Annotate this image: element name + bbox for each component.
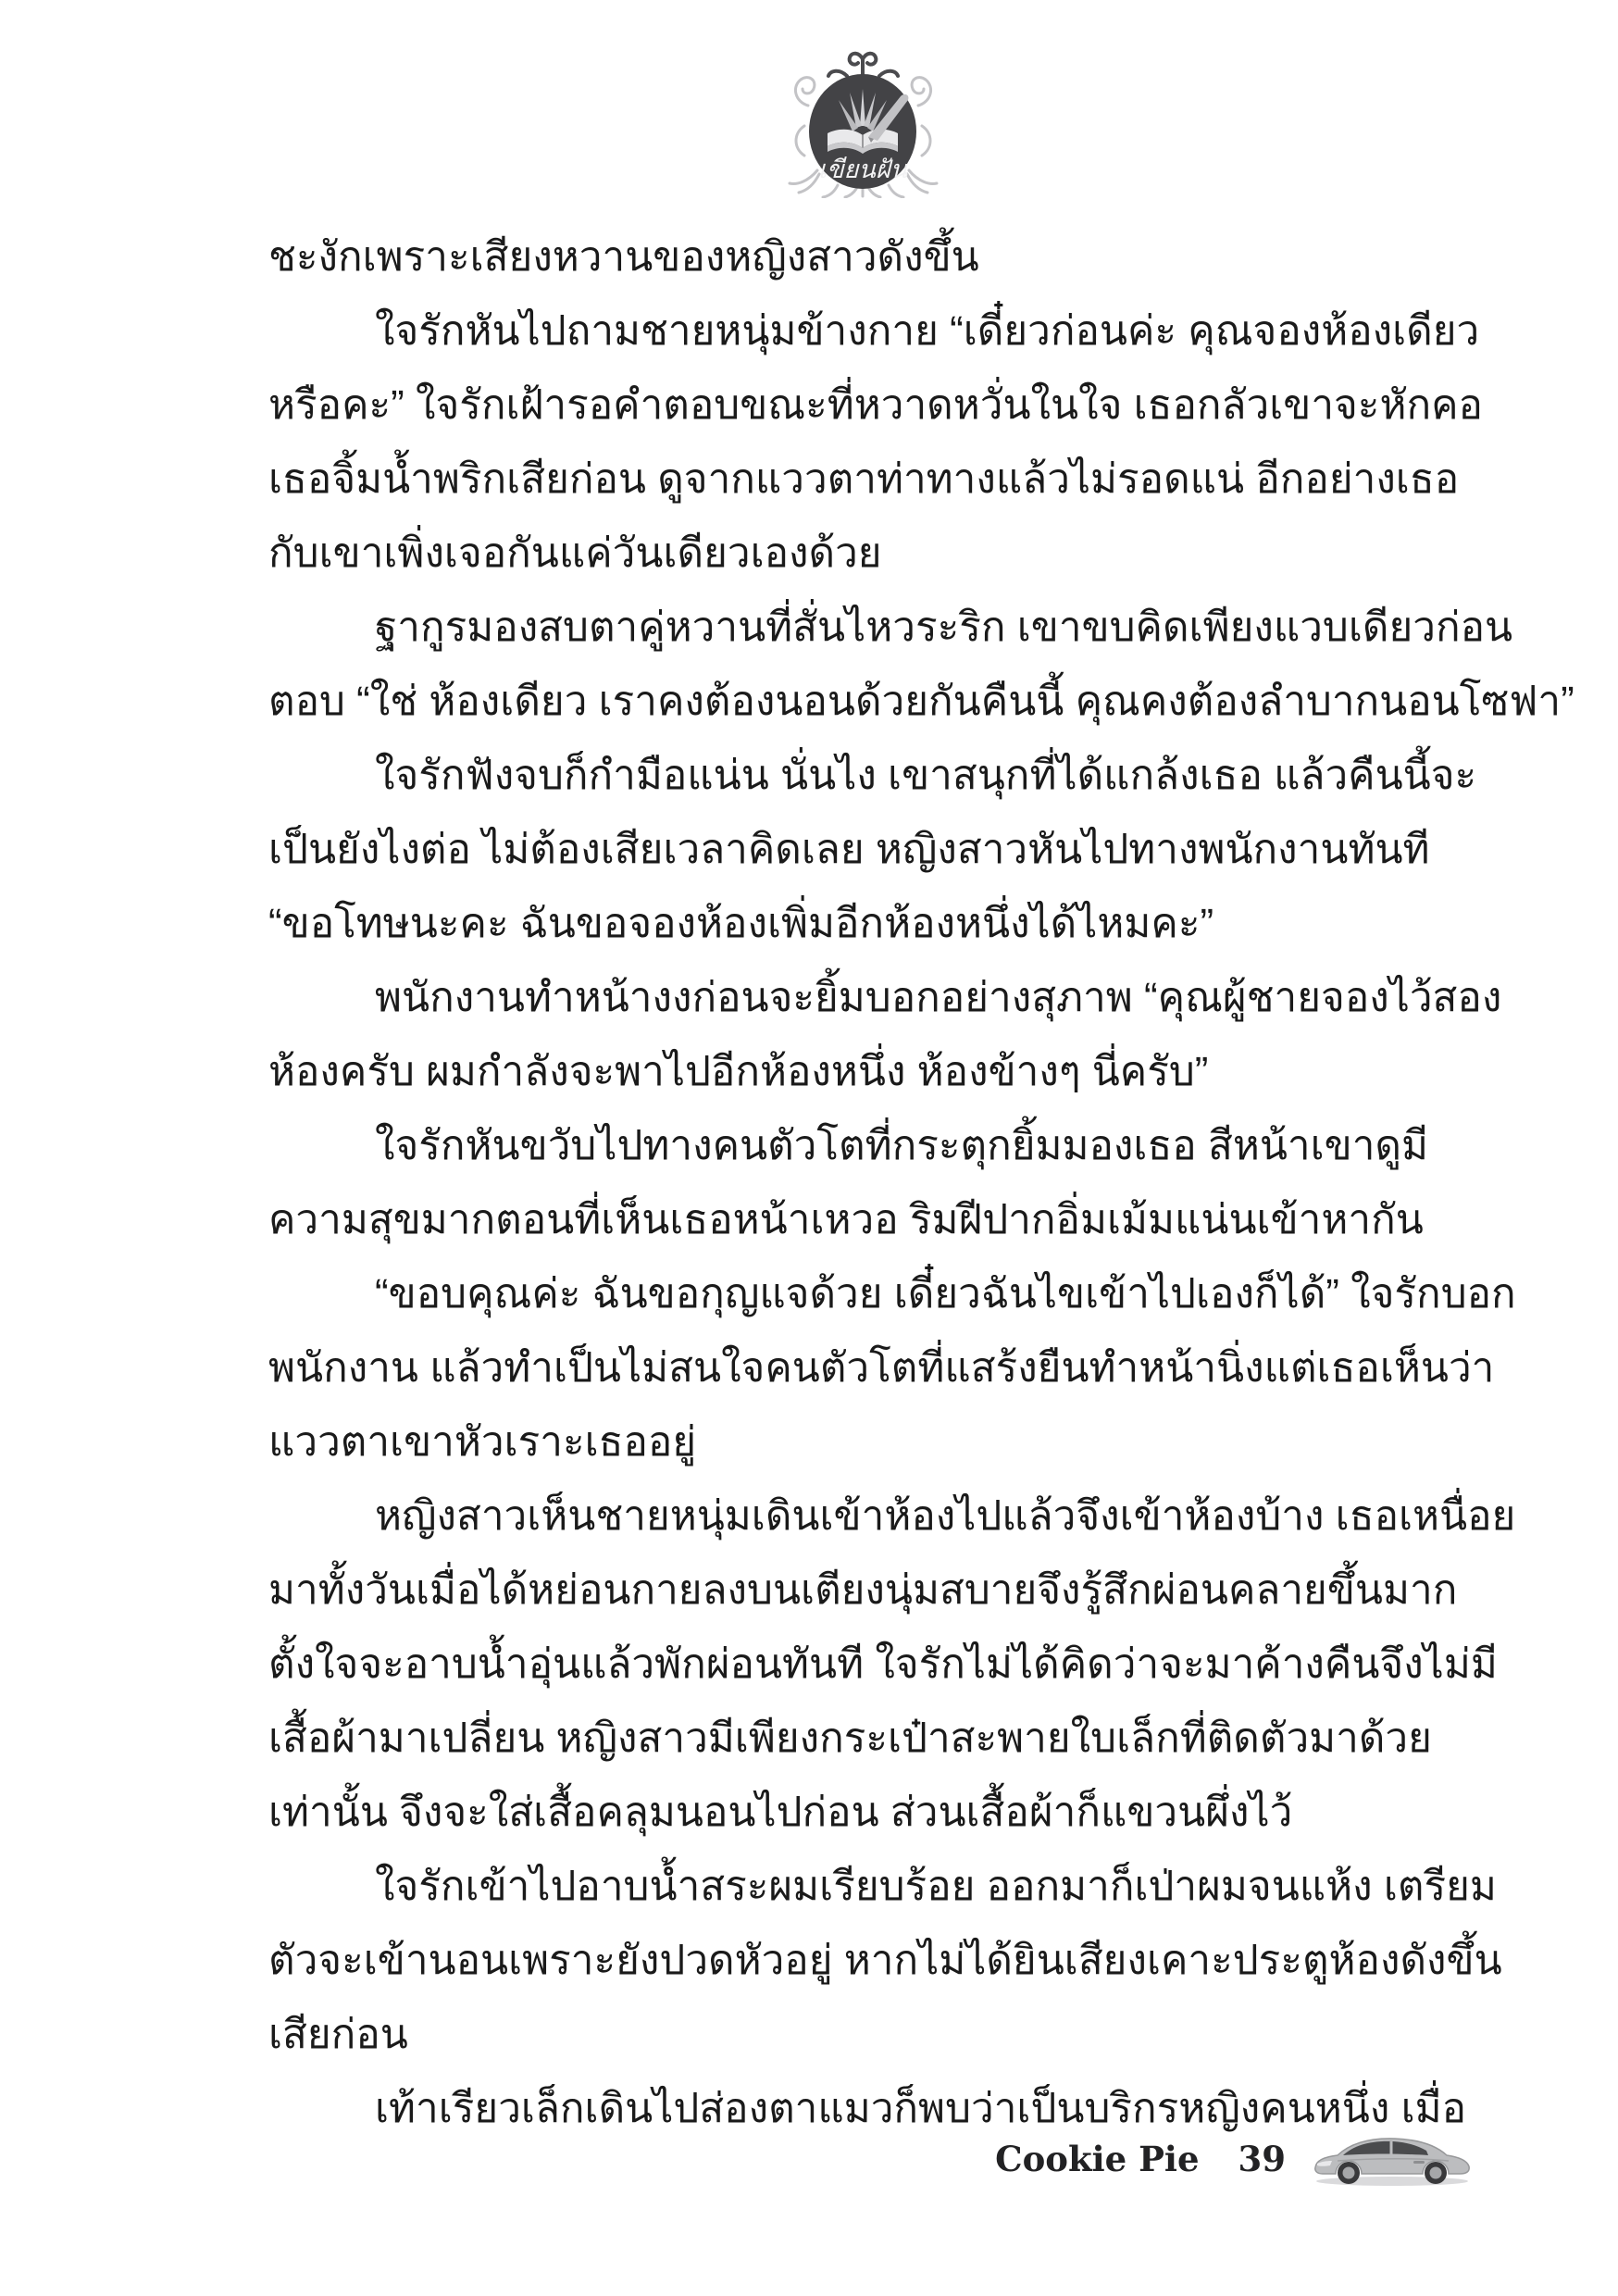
logo-crown-icon <box>828 54 898 76</box>
publisher-name: เขียนฝัน <box>817 156 908 184</box>
paragraph <box>268 739 1477 961</box>
paragraph <box>268 220 1453 294</box>
text-line: ตัวจะเข้านอนเพราะยังปวดหัวอยู่ หากไม่ได้ยินเสียงเคาะประตูห้องดังขึ้น <box>268 1938 1502 1983</box>
page-number: 39 <box>1238 2139 1286 2179</box>
text-line: ห้องครับ ผมกำลังจะพาไปอีกห้องหนึ่ง ห้องข้างๆ นี่ครับ” <box>268 1049 1209 1094</box>
body-text <box>268 220 1574 2146</box>
text-line: ตอบ “ใช่ ห้องเดียว เราคงต้องนอนด้วยกันคืนนี้ คุณคงต้องลำบากนอนโซฟา” <box>268 679 1574 724</box>
text-line: “ขอโทษนะคะ ฉันขอจองห้องเพิ่มอีกห้องหนึ่งได้ไหมคะ” <box>268 901 1214 946</box>
car-icon <box>1310 2130 1475 2188</box>
text-line: ตั้งใจจะอาบน้ำอุ่นแล้วพักผ่อนทันที ใจรักไม่ได้คิดว่าจะมาค้างคืนจึงไม่มี <box>268 1641 1498 1687</box>
text-line: ใจรักหันไปถามชายหนุ่มข้างกาย “เดี๋ยวก่อนค่ะ คุณจองห้องเดียว <box>375 308 1480 354</box>
text-line: กับเขาเพิ่งเจอกันแค่วันเดียวเองด้วย <box>268 530 882 576</box>
paragraph <box>268 1850 1502 2072</box>
paragraph <box>268 1479 1516 1850</box>
text-line: เท้าเรียวเล็กเดินไปส่องตาแมวก็พบว่าเป็นบริกรหญิงคนหนึ่ง เมื่อ <box>375 2086 1467 2131</box>
text-line: ใจรักหันขวับไปทางคนตัวโตที่กระตุกยิ้มมองเธอ สีหน้าเขาดูมี <box>375 1123 1429 1168</box>
text-line: ความสุขมากตอนที่เห็นเธอหน้าเหวอ ริมฝีปากอิ่มเม้มแน่นเข้าหากัน <box>268 1197 1424 1242</box>
text-line: เสียก่อน <box>268 2012 408 2057</box>
text-line: มาทั้งวันเมื่อได้หย่อนกายลงบนเตียงนุ่มสบายจึงรู้สึกผ่อนคลายขึ้นมาก <box>268 1567 1458 1613</box>
paragraph <box>268 591 1574 739</box>
text-line: เสื้อผ้ามาเปลี่ยน หญิงสาวมีเพียงกระเป๋าสะพายใบเล็กที่ติดตัวมาด้วย <box>268 1716 1432 1761</box>
paragraph <box>268 961 1502 1109</box>
footer <box>995 2129 1475 2189</box>
text-line: ฐากูรมองสบตาคู่หวานที่สั่นไหวระริก เขาขบคิดเพียงแวบเดียวก่อน <box>375 605 1513 650</box>
paragraph <box>268 1257 1516 1479</box>
text-line: หรือคะ” ใจรักเฝ้ารอคำตอบขณะที่หวาดหวั่นในใจ เธอกลัวเขาจะหักคอ <box>268 382 1483 428</box>
publisher-logo <box>782 48 944 198</box>
text-line: พนักงาน แล้วทำเป็นไม่สนใจคนตัวโตที่แสร้งยืนทำหน้านิ่งแต่เธอเห็นว่า <box>268 1345 1495 1391</box>
text-line: พนักงานทำหน้างงก่อนจะยิ้มบอกอย่างสุภาพ “คุณผู้ชายจองไว้สอง <box>375 975 1502 1020</box>
text-line: หญิงสาวเห็นชายหนุ่มเดินเข้าห้องไปแล้วจึงเข้าห้องบ้าง เธอเหนื่อย <box>375 1493 1516 1539</box>
text-line: ชะงักเพราะเสียงหวานของหญิงสาวดังขึ้น <box>268 234 979 280</box>
paragraph <box>268 294 1483 591</box>
text-line: แววตาเขาหัวเราะเธออยู่ <box>268 1419 697 1465</box>
text-line: “ขอบคุณค่ะ ฉันขอกุญแจด้วย เดี๋ยวฉันไขเข้าไปเองก็ได้” ใจรักบอก <box>375 1271 1516 1316</box>
running-title: Cookie Pie <box>995 2139 1200 2179</box>
text-line: เท่านั้น จึงจะใส่เสื้อคลุมนอนไปก่อน ส่วนเสื้อผ้าก็แขวนผึ่งไว้ <box>268 1790 1293 1835</box>
text-line: เธอจิ้มน้ำพริกเสียก่อน ดูจากแววตาท่าทางแล้วไม่รอดแน่ อีกอย่างเธอ <box>268 456 1460 502</box>
text-line: เป็นยังไงต่อ ไม่ต้องเสียเวลาคิดเลย หญิงสาวหันไปทางพนักงานทันที <box>268 827 1430 872</box>
text-line: ใจรักเข้าไปอาบน้ำสระผมเรียบร้อย ออกมาก็เป่าผมจนแห้ง เตรียม <box>375 1864 1497 1909</box>
paragraph <box>268 1109 1453 1257</box>
text-line: ใจรักฟังจบก็กำมือแน่น นั่นไง เขาสนุกที่ได้แกล้งเธอ แล้วคืนนี้จะ <box>375 753 1477 798</box>
